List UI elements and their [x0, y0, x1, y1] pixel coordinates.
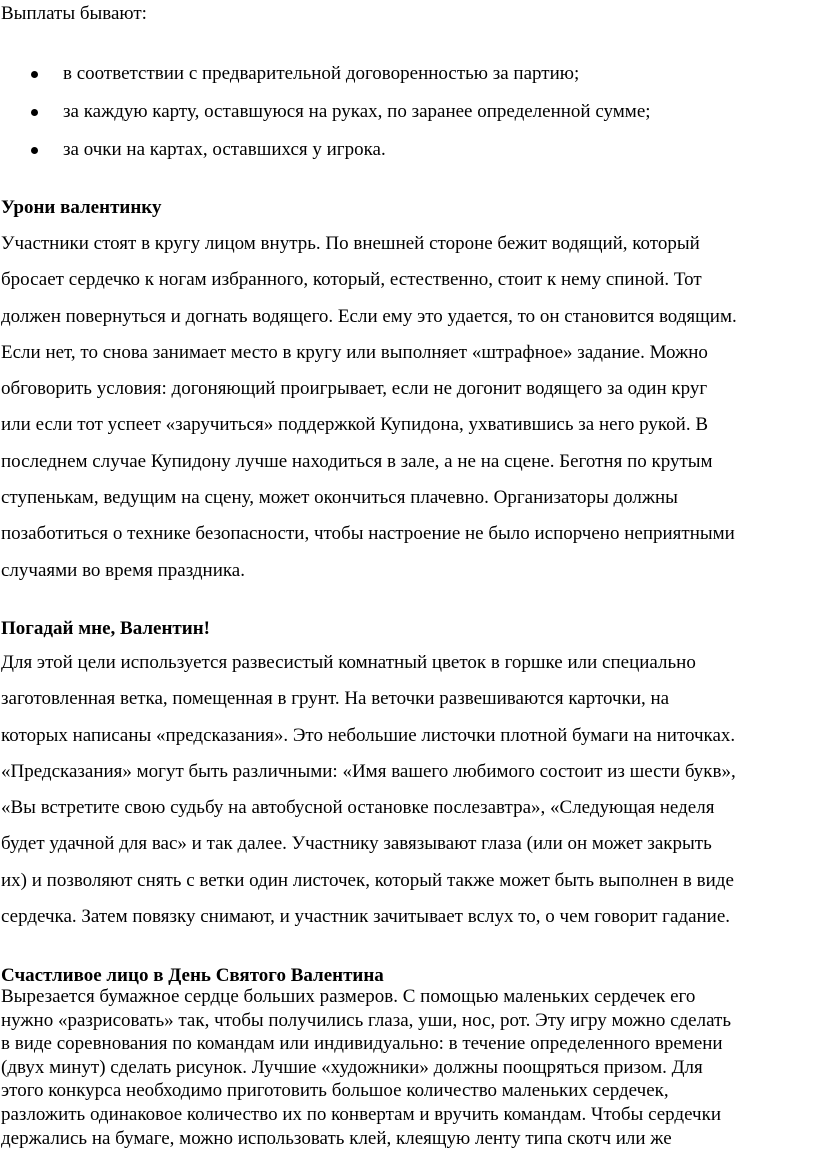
paragraph-line: (двух минут) сделать рисунок. Лучшие «художники» должны поощряться призом. Для	[1, 1056, 703, 1078]
paragraph-line: ступенькам, ведущим на сцену, может окончиться плачевно. Организаторы должны	[1, 487, 678, 509]
list-item-text: в соответствии с предварительной договоренностью за партию;	[63, 63, 580, 84]
section-heading: Счастливое лицо в День Святого Валентина	[1, 965, 384, 986]
paragraph-line: позаботиться о технике безопасности, чтобы настроение не было испорчено неприятными	[1, 523, 735, 545]
section-paragraph	[1, 232, 813, 595]
paragraph-line: Если нет, то снова занимает место в кругу или выполняет «штрафное» задание. Можно	[1, 341, 708, 363]
paragraph-line: заготовленная ветка, помещенная в грунт. На веточки развешиваются карточки, на	[1, 688, 670, 710]
paragraph-line: разложить одинаковое количество их по конвертам и вручить командам. Чтобы сердечки	[1, 1103, 721, 1125]
section-heading: Погадай мне, Валентин!	[1, 618, 210, 639]
bullet-icon	[31, 109, 38, 116]
paragraph-line: «Предсказания» могут быть различными: «Имя вашего любимого состоит из шести букв»,	[1, 760, 736, 782]
section-paragraph	[1, 651, 813, 941]
section-heading: Урони валентинку	[1, 197, 162, 218]
paragraph-line: или если тот успеет «заручиться» поддержкой Купидона, ухватившись за него рукой. В	[1, 414, 708, 436]
section-paragraph	[1, 985, 813, 1150]
paragraph-line: будет удачной для вас» и так далее. Участнику завязывают глаза (или он может закрыть	[1, 833, 712, 855]
paragraph-line: нужно «разрисовать» так, чтобы получились глаза, уши, нос, рот. Эту игру можно сделать	[1, 1009, 731, 1031]
list-item-text: за очки на картах, оставшихся у игрока.	[63, 139, 386, 160]
paragraph-line: обговорить условия: догоняющий проигрывает, если не догонит водящего за один круг	[1, 378, 708, 400]
paragraph-line: которых написаны «предсказания». Это небольшие листочки плотной бумаги на ниточках.	[1, 724, 736, 746]
paragraph-line: их) и позволяют снять с ветки один листочек, который также может быть выполнен в виде	[1, 869, 734, 891]
bullet-icon	[31, 71, 38, 78]
paragraph-line: сердечка. Затем повязку снимают, и участник зачитывает вслух то, о чем говорит гадание.	[1, 906, 731, 928]
paragraph-line: Вырезается бумажное сердце больших размеров. С помощью маленьких сердечек его	[1, 986, 696, 1007]
paragraph-line: Для этой цели используется развесистый комнатный цветок в горшке или специально	[1, 652, 696, 673]
paragraph-line: случаями во время праздника.	[1, 559, 245, 581]
paragraph-line: в виде соревнования по командам или индивидуально: в течение определенного времени	[1, 1033, 723, 1055]
intro-text: Выплаты бывают:	[1, 3, 147, 24]
paragraph-line: бросает сердечко к ногам избранного, который, естественно, стоит к нему спиной. Тот	[1, 269, 702, 291]
bullet-icon	[31, 147, 38, 154]
paragraph-line: должен повернуться и догнать водящего. Если ему это удается, то он становится водящим.	[1, 305, 737, 327]
paragraph-line: этого конкурса необходимо приготовить большое количество маленьких сердечек,	[1, 1080, 669, 1102]
paragraph-line: держались на бумаге, можно использовать клей, клеящую ленту типа скотч или же	[1, 1127, 672, 1149]
paragraph-line: «Вы встретите свою судьбу на автобусной остановке послезавтра», «Следующая неделя	[1, 797, 715, 819]
list-item-text: за каждую карту, оставшуюся на руках, по заранее определенной сумме;	[63, 101, 651, 122]
paragraph-line: последнем случае Купидону лучше находиться в зале, а не на сцене. Беготня по крутым	[1, 450, 713, 472]
paragraph-line: Участники стоят в кругу лицом внутрь. По внешней стороне бежит водящий, который	[1, 233, 700, 254]
